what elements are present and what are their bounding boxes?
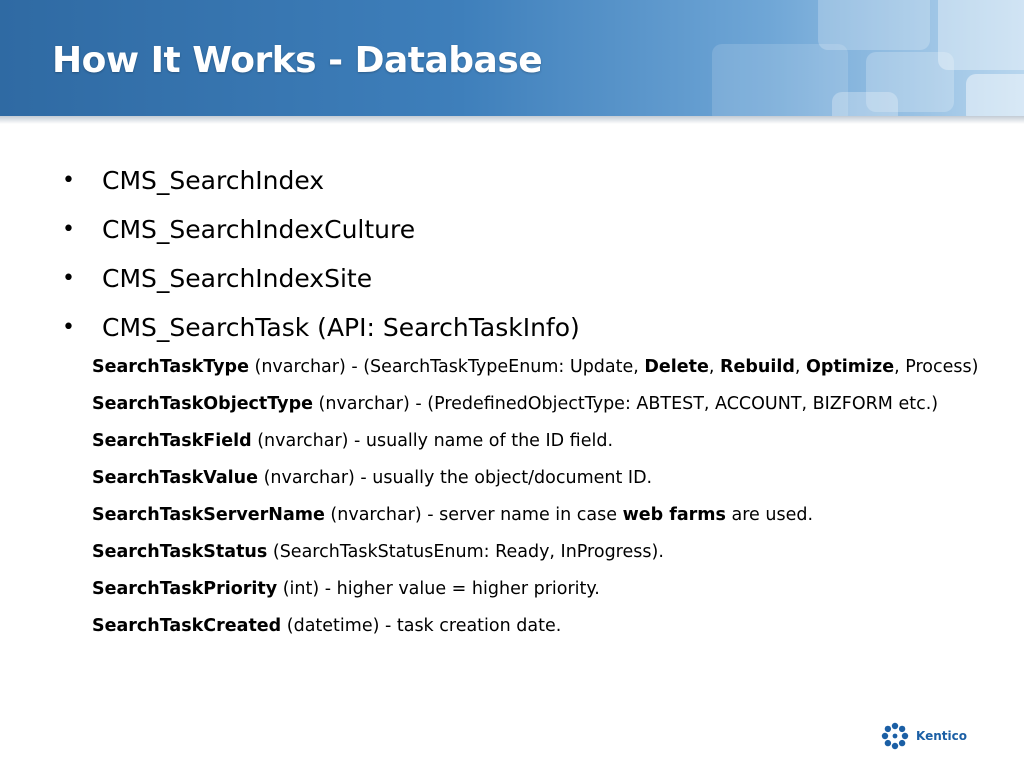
bullet-icon: • [62, 217, 75, 242]
field-item-searchtasktype [92, 352, 1007, 383]
header-decoration [966, 74, 1024, 116]
field-item-searchtaskvalue [92, 463, 1007, 494]
field-list [62, 352, 1012, 642]
field-name: SearchTaskStatus [92, 542, 268, 562]
field-description: , [708, 357, 721, 377]
bullet-icon: • [62, 315, 75, 340]
field-item-searchtaskcreated [92, 611, 1007, 642]
field-description: , [794, 357, 807, 377]
field-description: (nvarchar) - (PredefinedObjectType: ABTEST, ACCOUNT, BIZFORM etc.) [312, 394, 939, 414]
field-emphasis: Rebuild [720, 357, 795, 377]
bullet-text: CMS_SearchIndexCulture [102, 215, 416, 244]
field-item-searchtaskservername [92, 500, 1007, 531]
bullet-list [62, 156, 1012, 352]
field-name: SearchTaskField [92, 431, 252, 451]
header-decoration [712, 44, 848, 116]
bullet-text: CMS_SearchIndex [102, 166, 325, 195]
bullet-item [62, 156, 1012, 205]
field-description: (nvarchar) - usually the object/document ID. [258, 468, 653, 488]
field-name: SearchTaskCreated [92, 616, 282, 636]
field-description: (int) - higher value = higher priority. [277, 579, 600, 599]
field-name: SearchTaskServerName [92, 505, 325, 525]
field-description: (datetime) - task creation date. [281, 616, 562, 636]
slide-content [62, 156, 1012, 648]
field-item-searchtaskpriority [92, 574, 1007, 605]
field-name: SearchTaskObjectType [92, 394, 313, 414]
field-description: (nvarchar) - (SearchTaskTypeEnum: Update, [248, 357, 645, 377]
kentico-logo [880, 718, 967, 754]
header-decoration [818, 0, 930, 50]
bullet-item [62, 205, 1012, 254]
slide-title: How It Works - Database [52, 40, 543, 81]
field-emphasis: Delete [644, 357, 709, 377]
header-shadow [0, 116, 1024, 124]
field-description: (nvarchar) - usually name of the ID field. [251, 431, 614, 451]
header-decoration [832, 92, 898, 116]
field-item-searchtaskobjecttype [92, 389, 1007, 420]
field-name: SearchTaskType [92, 357, 249, 377]
bullet-icon: • [62, 168, 75, 193]
slide-header [0, 0, 1024, 116]
field-name: SearchTaskPriority [92, 579, 278, 599]
field-emphasis: Optimize [806, 357, 895, 377]
bullet-text: CMS_SearchIndexSite [102, 264, 373, 293]
bullet-item [62, 254, 1012, 303]
bullet-text: CMS_SearchTask (API: SearchTaskInfo) [102, 313, 580, 342]
bullet-item [62, 303, 1012, 352]
logo-text: Kentico [916, 729, 967, 743]
field-description: , Process) [894, 357, 979, 377]
field-description: (SearchTaskStatusEnum: Ready, InProgress). [267, 542, 664, 562]
field-item-searchtaskfield [92, 426, 1007, 457]
field-name: SearchTaskValue [92, 468, 259, 488]
bullet-icon: • [62, 266, 75, 291]
field-item-searchtaskstatus [92, 537, 1007, 568]
field-description: (nvarchar) - server name in case [324, 505, 623, 525]
kentico-logo-icon [880, 721, 910, 751]
field-emphasis: web farms [622, 505, 726, 525]
field-description: are used. [725, 505, 814, 525]
